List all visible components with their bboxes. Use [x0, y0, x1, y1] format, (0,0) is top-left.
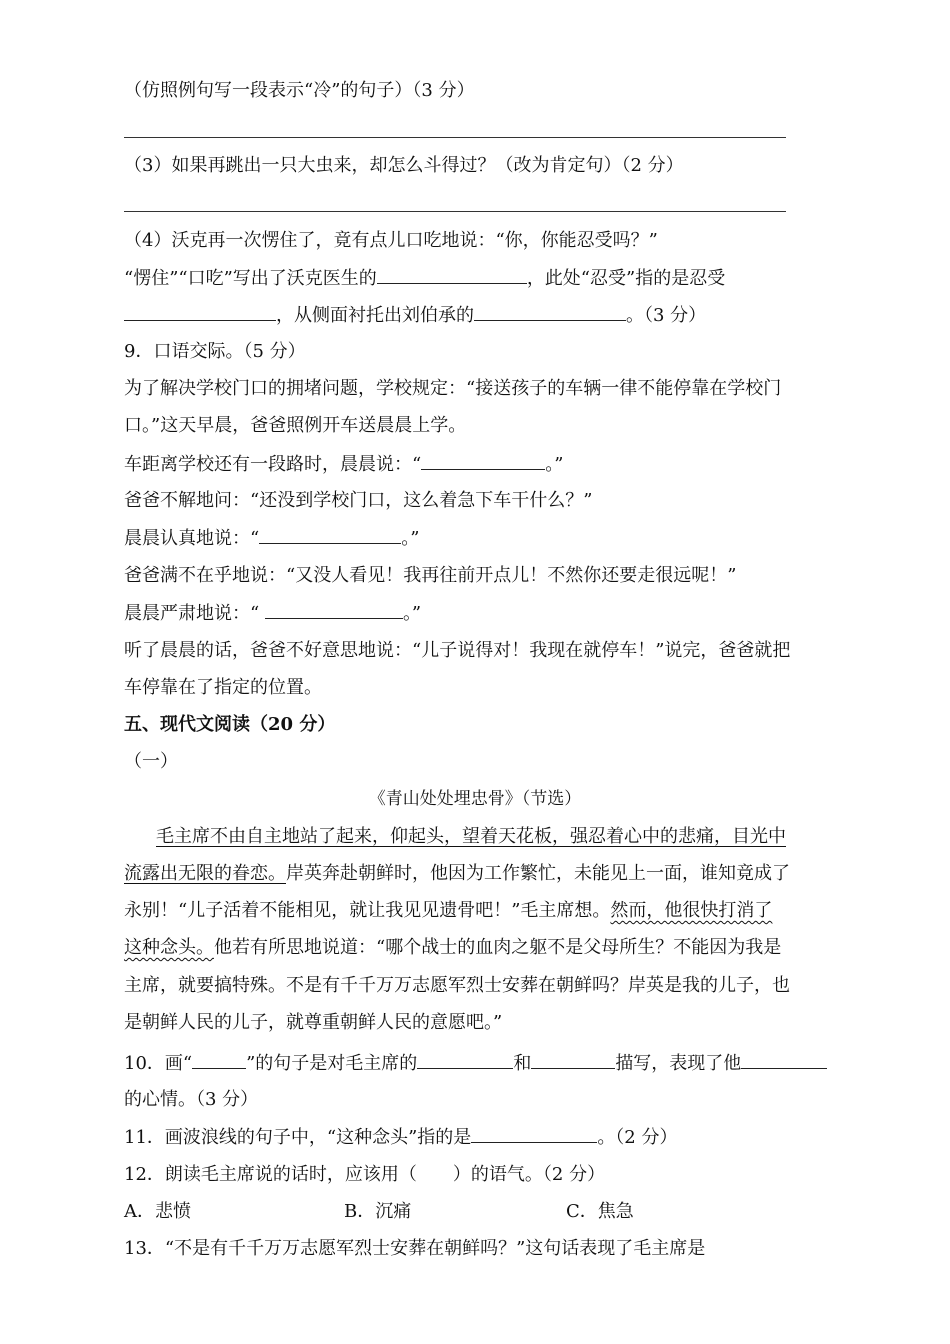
- blank[interactable]: [417, 1050, 513, 1069]
- wavy-sentence: 这种念头。: [124, 937, 214, 958]
- dialogue-text: 。”: [401, 528, 420, 549]
- passage-line: [124, 898, 772, 924]
- q9-line-b: 爸爸不解地问：“还没到学校门口，这么着急下车干什么？”: [124, 490, 593, 511]
- q8-sub4-text-d: 。（3 分）: [626, 305, 707, 326]
- q9-para: 口。”这天早晨，爸爸照例开车送晨晨上学。: [124, 415, 467, 436]
- q8-sub4-question-cont: [124, 302, 706, 329]
- q11-text: 。（2 分）: [597, 1127, 678, 1148]
- q8-sub4-text-c: ，从侧面衬托出刘伯承的: [276, 305, 474, 326]
- blank[interactable]: [377, 265, 527, 284]
- answer-line[interactable]: [124, 211, 786, 212]
- section-heading: 五、现代文阅读（20 分）: [124, 714, 336, 735]
- blank[interactable]: [124, 302, 276, 321]
- q8-sub4-text-a: “愣住”“口吃”写出了沃克医生的: [124, 268, 377, 289]
- part-label: （一）: [124, 751, 178, 772]
- blank[interactable]: [265, 600, 403, 619]
- q9-heading: 9．口语交际。（5 分）: [124, 341, 306, 362]
- passage-line: [124, 935, 781, 961]
- blank[interactable]: [474, 302, 626, 321]
- q10-text: 描写，表现了他: [615, 1053, 742, 1074]
- dialogue-text: 晨晨严肃地说：“: [124, 603, 265, 624]
- blank[interactable]: [192, 1050, 246, 1069]
- wavy-sentence: 然而，他很快打消了: [610, 900, 773, 921]
- q8-sub4-text-b: ，此处“忍受”指的是忍受: [526, 268, 726, 289]
- passage-text: 永别！“儿子活着不能相见，就让我见见遗骨吧！”毛主席想。: [124, 900, 611, 921]
- q9-line-c: [124, 525, 419, 552]
- passage-line: [124, 861, 790, 887]
- dialogue-text: 。”: [402, 603, 422, 624]
- q11-text: 11．画波浪线的句子中，“这种念头”指的是: [124, 1127, 472, 1148]
- passage-text: 他若有所思地说道：“哪个战士的血肉之躯不是父母所生？不能因为我是: [214, 937, 782, 958]
- q8-sub4: （4）沃克再一次愣住了，竟有点儿口吃地说：“你，你能忍受吗？”: [124, 230, 658, 251]
- q12-options: [124, 1199, 634, 1225]
- option-c[interactable]: C．焦急: [566, 1201, 634, 1222]
- passage-line: 主席，就要搞特殊。不是有千千万万志愿军烈士安葬在朝鲜吗？岸英是我的儿子，也: [124, 975, 790, 996]
- q9-line-e: [124, 600, 421, 627]
- passage-title: 《青山处处埋忠骨》（节选）: [368, 789, 582, 809]
- option-b[interactable]: B．沉痛: [344, 1201, 412, 1222]
- q13-stem: 13．“不是有千千万万志愿军烈士安葬在朝鲜吗？”这句话表现了毛主席是: [124, 1238, 706, 1259]
- dialogue-text: 车距离学校还有一段路时，晨晨说：“: [124, 454, 422, 475]
- dialogue-text: 晨晨认真地说：“: [124, 528, 260, 549]
- q10-text: ”的句子是对毛主席的: [246, 1053, 418, 1074]
- underlined-sentence: 流露出无限的眷恋。: [124, 863, 286, 884]
- q9-line-d: 爸爸满不在乎地说：“又没人看见！我再往前开点儿！不然你还要走很远呢！”: [124, 565, 737, 586]
- passage-text: 岸英奔赴朝鲜时，他因为工作繁忙，未能见上一面，谁知竟成了: [286, 863, 790, 884]
- blank[interactable]: [421, 451, 545, 470]
- q9-line-f: 车停靠在了指定的位置。: [124, 677, 322, 698]
- blank[interactable]: [531, 1050, 615, 1069]
- underlined-sentence: 毛主席不由自主地站了起来，仰起头，望着天花板，强忍着心中的悲痛，目光中: [156, 826, 786, 847]
- q12-stem: 12．朗读毛主席说的话时，应该用（ ）的语气。（2 分）: [124, 1164, 606, 1185]
- q10-text: 和: [513, 1053, 532, 1074]
- q10-text: 10．画“: [124, 1053, 193, 1074]
- q8-sub4-question: [124, 265, 725, 292]
- q9-line-a: [124, 451, 563, 478]
- q9-line-f: 听了晨晨的话，爸爸不好意思地说：“儿子说得对！我现在就停车！”说完，爸爸就把: [124, 640, 791, 661]
- q9-para: 为了解决学校门口的拥堵问题，学校规定：“接送孩子的车辆一律不能停靠在学校门: [124, 378, 782, 399]
- q8-sub3: （3）如果再跳出一只大虫来，却怎么斗得过？（改为肯定句）（2 分）: [124, 155, 684, 176]
- passage-line: 是朝鲜人民的儿子，就尊重朝鲜人民的意愿吧。”: [124, 1012, 503, 1033]
- q10-cont: 的心情。（3 分）: [124, 1089, 259, 1110]
- option-a[interactable]: A．悲愤: [124, 1201, 191, 1222]
- blank[interactable]: [471, 1124, 597, 1143]
- blank[interactable]: [259, 525, 401, 544]
- q11: [124, 1124, 678, 1151]
- blank[interactable]: [741, 1050, 827, 1069]
- q10: [124, 1050, 827, 1077]
- q8-imitate-prompt: （仿照例句写一段表示“冷”的句子）（3 分）: [124, 80, 475, 101]
- passage-line: [156, 824, 786, 850]
- answer-line[interactable]: [124, 137, 786, 138]
- dialogue-text: 。”: [545, 454, 564, 475]
